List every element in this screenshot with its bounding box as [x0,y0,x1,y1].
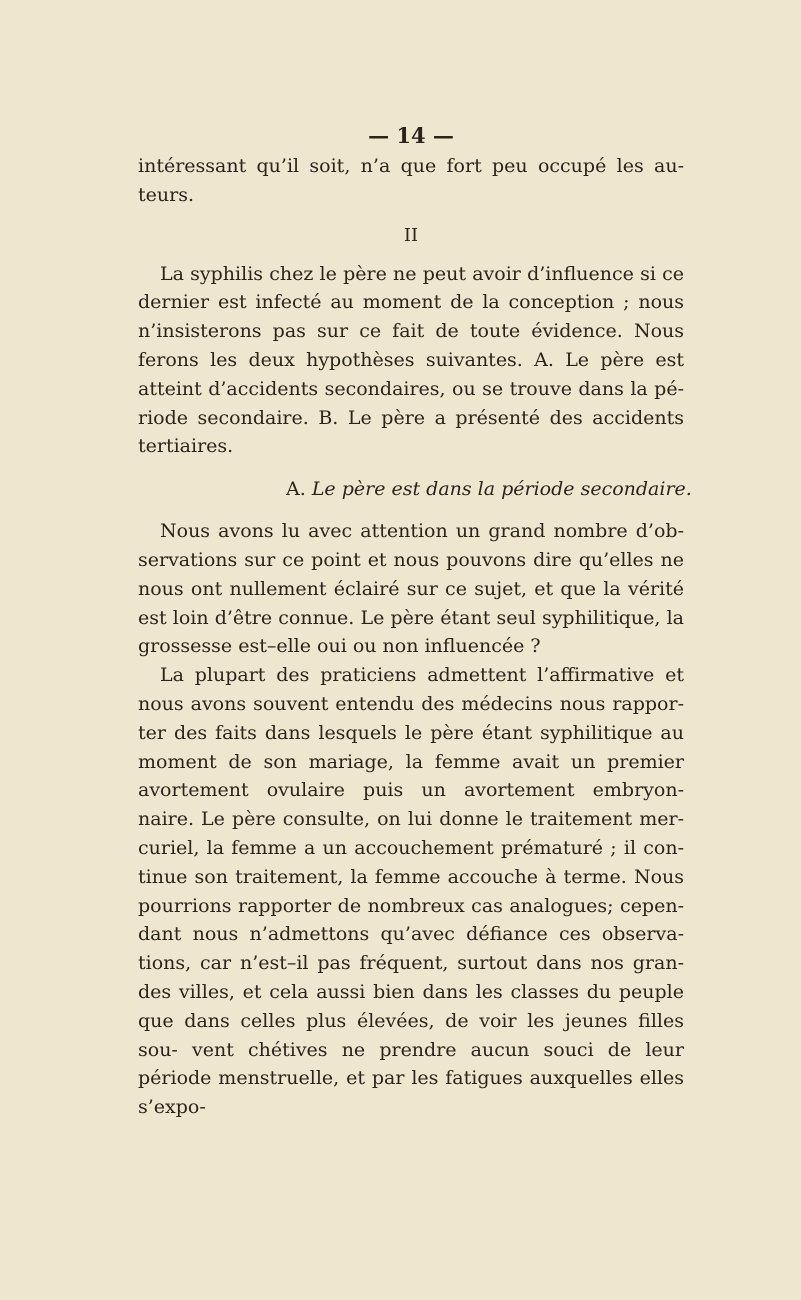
opening-text: intéressant qu’il soit, n’a que fort peu occupé les au- teurs. [138,155,684,206]
paragraph-practitioners: La plupart des praticiens admettent l’affirmative et nous avons souvent entendu des médecins nous rappor- ter des faits dans lesquels le père étant syphilitique au moment de son mariage, la femme avait un premier avortement ovulaire puis un avortement embryon- naire. Le père consulte, on lui donne le traitement mer- curiel, la femme a un accouchement prématuré ; il con- tinue son traitement, la femme accouche à terme. Nous pourrions rapporter de nombreux cas analogues; cepen- dant nous n’admettons qu’avec défiance ces observa- tions, car n’est–il pas fréquent, surtout dans nos gran- des villes, et cela aussi bien dans les classes du peuple que dans celles plus élevées, de voir les jeunes filles sou- vent chétives ne prendre aucun souci de leur période menstruelle, et par les fatigues auxquelles elles s’expo- [138,664,684,1119]
paragraph-hypotheses: La syphilis chez le père ne peut avoir d’influence si ce dernier est infecté au moment de la conception ; nous n’insisterons pas sur ce fait de toute évidence. Nous ferons les deux hypothèses suivantes. A. Le père est atteint d’accidents secondaires, ou se trouve dans la pé- riode secondaire. B. Le père a présenté des accidents tertiaires. [138,262,684,458]
subheading-letter: A. [286,478,306,501]
subheading-text: Le père est dans la période secondaire. [311,478,692,501]
page-number: — 14 — [368,123,454,148]
section-number: II [403,224,419,246]
subheading [138,475,692,503]
paragraph-observations: Nous avons lu avec attention un grand nombre d’ob- servations sur ce point et nous pouvons dire qu’elles ne nous ont nullement éclairé sur ce sujet, et que la vérité est loin d’être connue. Le père étant seul syphilitique, la grossesse est–elle oui ou non influencée ? [138,520,684,658]
book-page [138,122,692,1122]
